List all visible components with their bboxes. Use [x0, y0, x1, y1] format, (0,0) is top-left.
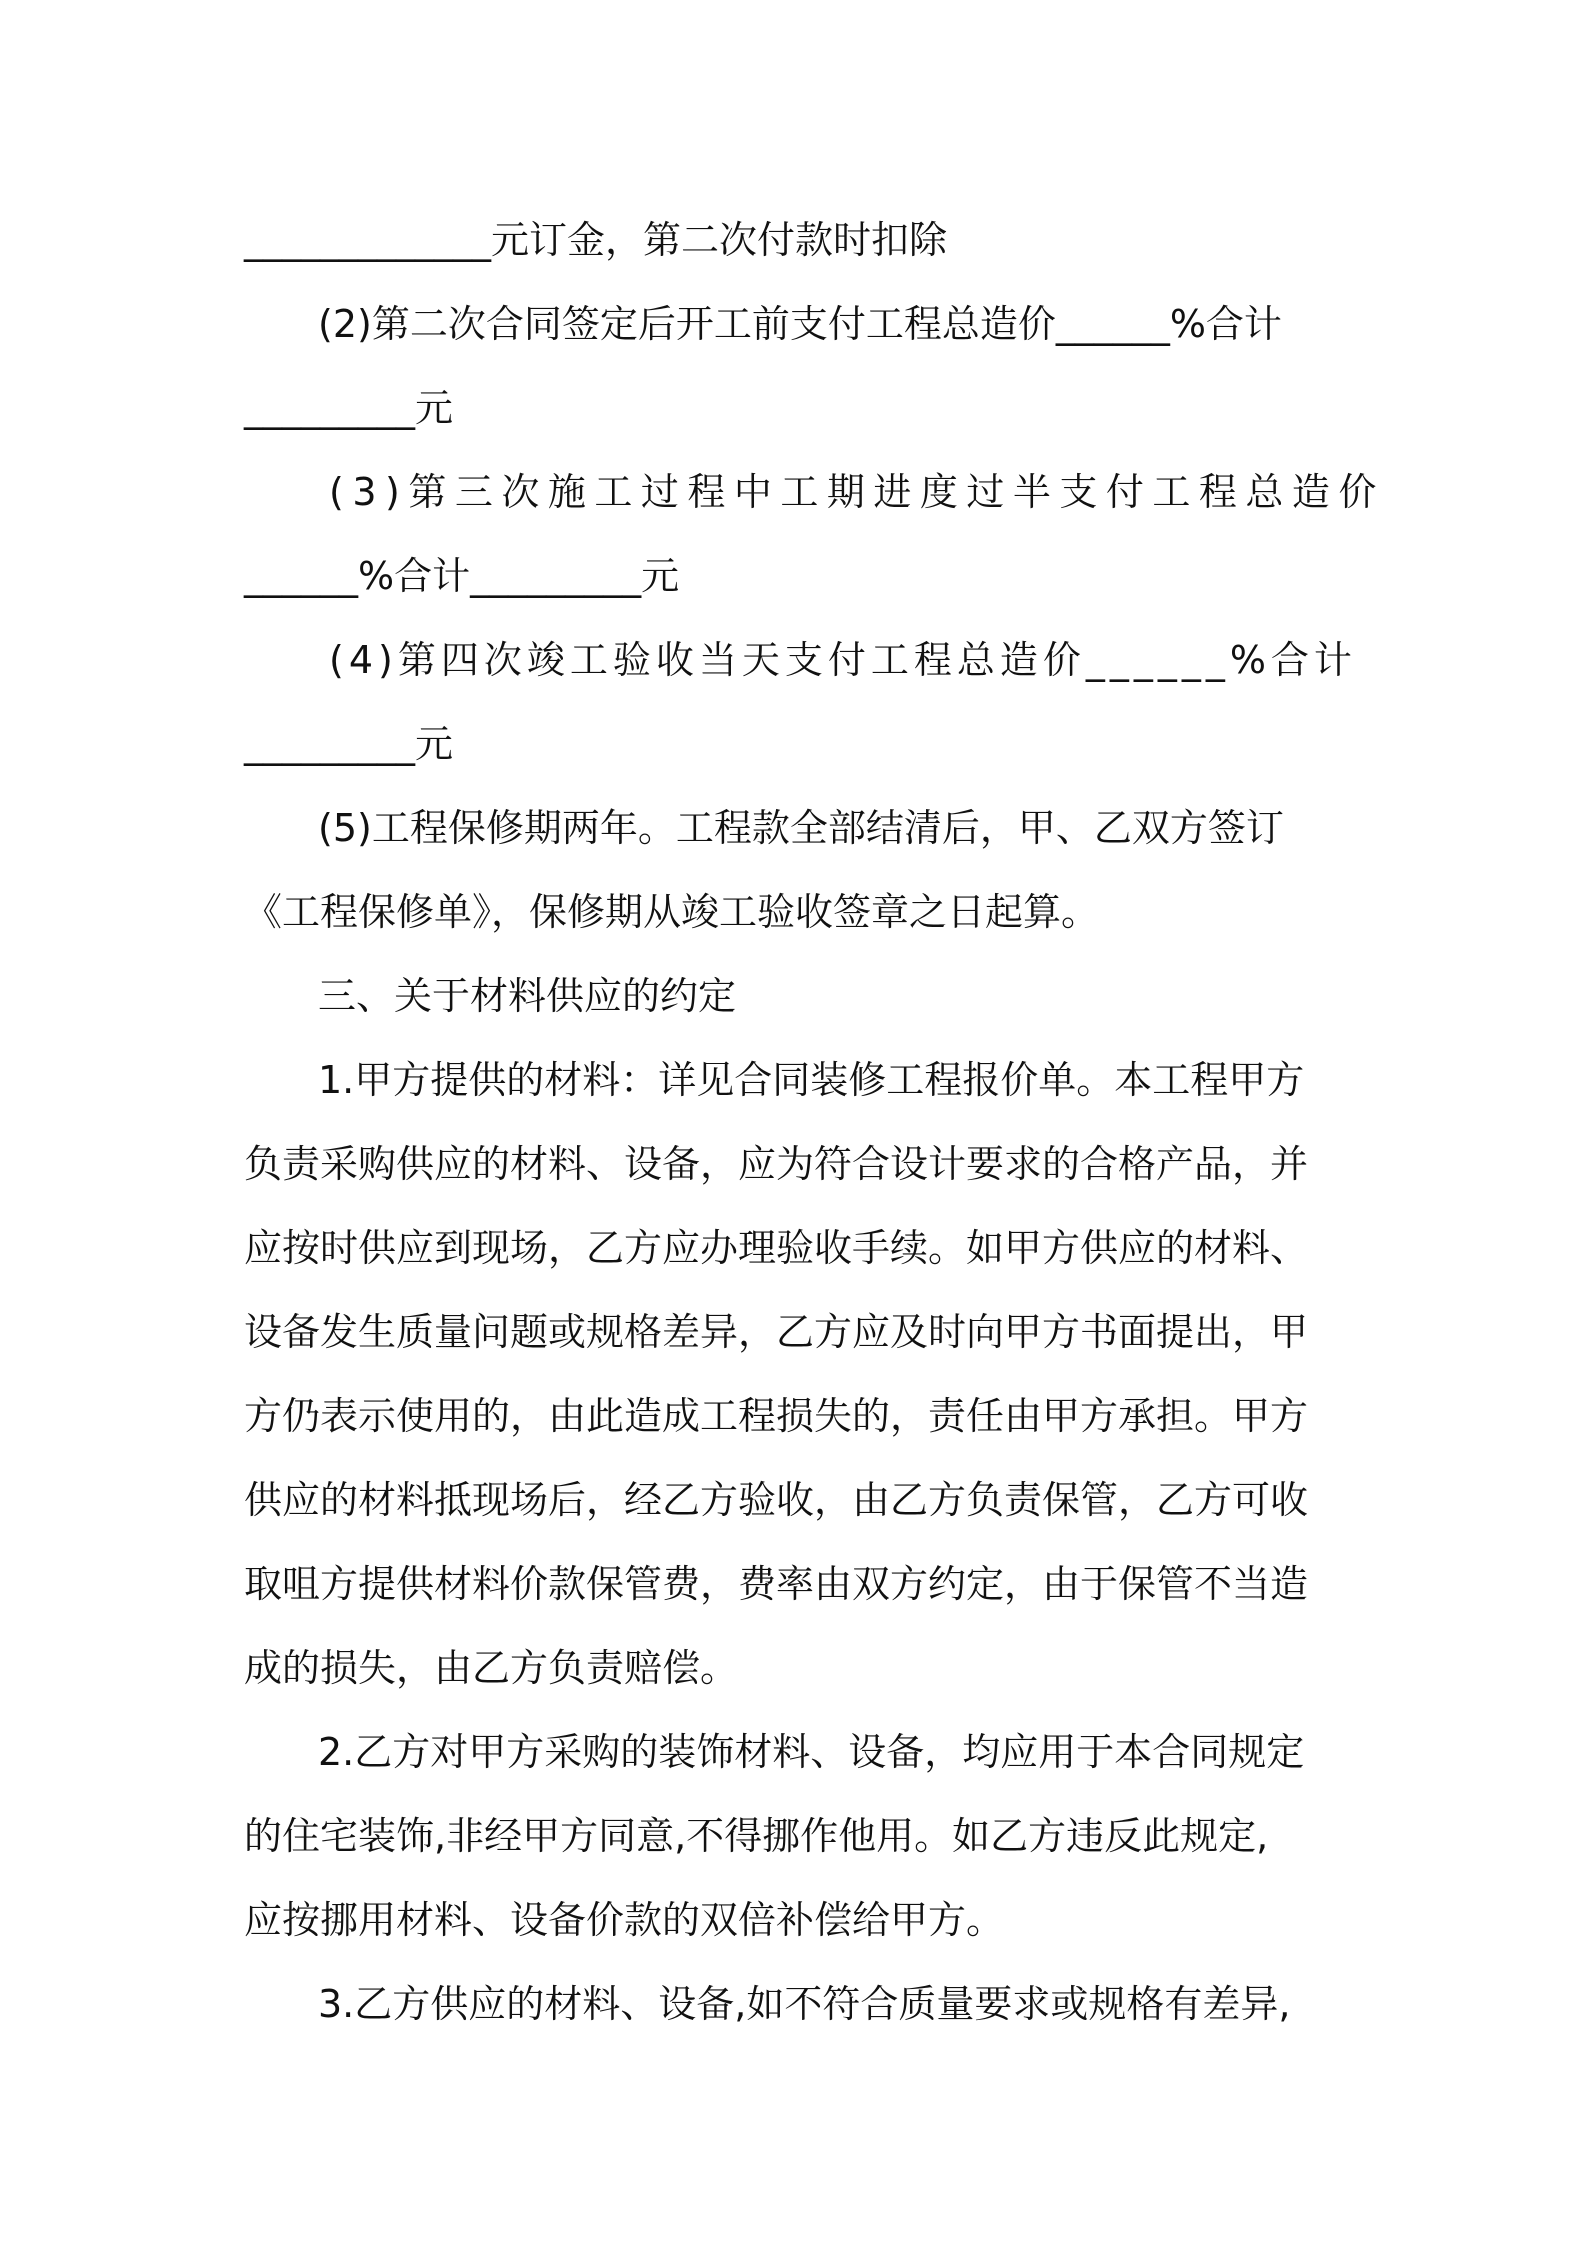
- text-line-clause-1: 1.甲方提供的材料：详见合同装修工程报价单。本工程甲方: [318, 1058, 1305, 1102]
- text-line-clause-2-end: 应按挪用材料、设备价款的双倍补偿给甲方。: [244, 1898, 1005, 1942]
- text-line-payment-2-amount: _________元: [244, 386, 454, 430]
- text-line-clause-1-cont: 供应的材料抵现场后，经乙方验收，由乙方负责保管，乙方可收: [244, 1478, 1309, 1522]
- text-line-payment-3: (3)第三次施工过程中工期进度过半支付工程总造价: [329, 470, 1385, 514]
- text-line-payment-4-amount: _________元: [244, 722, 454, 766]
- text-line-payment-4: (4)第四次竣工验收当天支付工程总造价______%合计: [329, 638, 1357, 682]
- text-line-clause-1-cont: 应按时供应到现场，乙方应办理验收手续。如甲方供应的材料、: [244, 1226, 1309, 1270]
- text-line-deposit: _____________元订金，第二次付款时扣除: [244, 218, 948, 262]
- text-line-clause-1-cont: 负责采购供应的材料、设备，应为符合设计要求的合格产品，并: [244, 1142, 1309, 1186]
- text-line-payment-2: (2)第二次合同签定后开工前支付工程总造价______%合计: [318, 302, 1282, 346]
- text-line-warranty-cont: 《工程保修单》，保修期从竣工验收签章之日起算。: [244, 890, 1100, 934]
- section-heading-materials: 三、关于材料供应的约定: [318, 974, 737, 1018]
- text-line-clause-1-cont: 取咀方提供材料价款保管费，费率由双方约定，由于保管不当造: [244, 1562, 1309, 1606]
- document-body: [244, 198, 1385, 2046]
- text-line-clause-1-end: 成的损失，由乙方负责赔偿。: [244, 1646, 739, 1690]
- text-line-warranty: (5)工程保修期两年。工程款全部结清后，甲、乙双方签订: [318, 806, 1284, 850]
- text-line-clause-2-cont: 的住宅装饰,非经甲方同意,不得挪作他用。如乙方违反此规定,: [244, 1814, 1269, 1858]
- text-line-clause-1-cont: 方仍表示使用的，由此造成工程损失的，责任由甲方承担。甲方: [244, 1394, 1309, 1438]
- text-line-clause-3: 3.乙方供应的材料、设备,如不符合质量要求或规格有差异,: [318, 1982, 1291, 2026]
- text-line-clause-1-cont: 设备发生质量问题或规格差异，乙方应及时向甲方书面提出，甲: [244, 1310, 1309, 1354]
- text-line-payment-3-amount: ______%合计_________元: [244, 554, 680, 598]
- text-line-clause-2: 2.乙方对甲方采购的装饰材料、设备，均应用于本合同规定: [318, 1730, 1305, 1774]
